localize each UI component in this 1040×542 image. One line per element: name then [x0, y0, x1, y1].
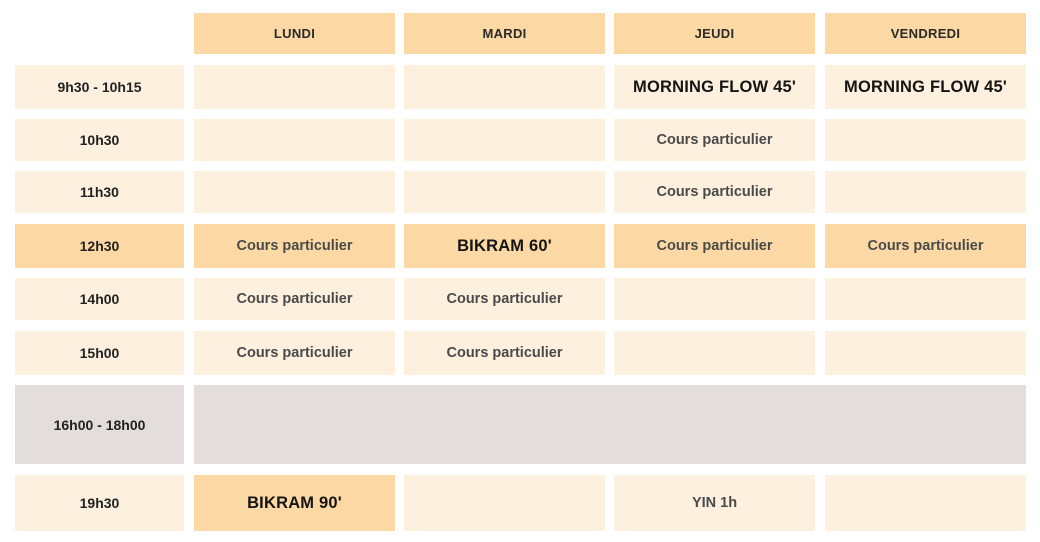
class-slot-label: Cours particulier: [656, 184, 773, 200]
class-slot-label: Cours particulier: [236, 291, 353, 307]
day-header-lundi-label: LUNDI: [273, 26, 316, 41]
time-label: [15, 331, 184, 375]
class-slot: [194, 224, 395, 268]
time-label-label: 9h30 - 10h15: [57, 79, 142, 95]
empty-slot: [404, 119, 605, 161]
empty-slot: [194, 171, 395, 213]
class-slot-label: Cours particulier: [236, 345, 353, 361]
time-label: [15, 385, 184, 464]
class-slot-label: MORNING FLOW 45': [633, 77, 796, 96]
time-label: [15, 119, 184, 161]
class-slot: [614, 119, 815, 161]
day-header-mardi: [404, 13, 605, 54]
class-slot: [614, 65, 815, 109]
empty-slot: [404, 171, 605, 213]
day-header-vendredi: [825, 13, 1026, 54]
day-header-mardi-label: MARDI: [482, 26, 527, 41]
time-label-label: 14h00: [79, 291, 120, 307]
time-label-label: 11h30: [80, 184, 119, 200]
day-header-lundi: [194, 13, 395, 54]
time-label-label: 10h30: [79, 132, 120, 148]
class-slot-label: Cours particulier: [656, 132, 773, 148]
empty-slot: [614, 331, 815, 375]
time-label-label: 12h30: [79, 238, 120, 254]
empty-slot: [194, 65, 395, 109]
empty-slot: [614, 278, 815, 320]
empty-slot: [404, 475, 605, 531]
empty-slot: [194, 119, 395, 161]
class-slot-label: YIN 1h: [691, 495, 738, 511]
time-label: [15, 224, 184, 268]
class-slot: [404, 331, 605, 375]
day-header-vendredi-label: VENDREDI: [890, 26, 961, 41]
time-label-label: 19h30: [79, 495, 120, 511]
class-slot: [194, 475, 395, 531]
class-slot: [194, 278, 395, 320]
class-slot: [194, 331, 395, 375]
class-slot-label: Cours particulier: [867, 238, 984, 254]
empty-slot: [825, 475, 1026, 531]
class-slot: [825, 65, 1026, 109]
class-slot-label: Cours particulier: [446, 345, 563, 361]
class-slot-label: Cours particulier: [656, 238, 773, 254]
class-slot: [404, 278, 605, 320]
class-slot-label: Cours particulier: [446, 291, 563, 307]
empty-slot: [825, 119, 1026, 161]
time-label: [15, 171, 184, 213]
time-label: [15, 65, 184, 109]
empty-slot: [404, 65, 605, 109]
empty-slot: [825, 278, 1026, 320]
class-slot: [614, 475, 815, 531]
empty-slot: [825, 331, 1026, 375]
class-slot-label: BIKRAM 90': [247, 493, 342, 512]
time-label: [15, 278, 184, 320]
class-slot-label: Cours particulier: [236, 238, 353, 254]
time-label: [15, 475, 184, 531]
empty-slot: [825, 171, 1026, 213]
day-header-jeudi-label: JEUDI: [694, 26, 735, 41]
time-label-label: 15h00: [79, 345, 120, 361]
class-slot: [404, 224, 605, 268]
class-slot: [825, 224, 1026, 268]
class-slot: [614, 171, 815, 213]
class-slot-label: MORNING FLOW 45': [844, 77, 1007, 96]
time-label-label: 16h00 - 18h00: [53, 416, 146, 433]
day-header-jeudi: [614, 13, 815, 54]
break-block: [194, 385, 1026, 464]
class-slot-label: BIKRAM 60': [457, 236, 552, 255]
class-slot: [614, 224, 815, 268]
